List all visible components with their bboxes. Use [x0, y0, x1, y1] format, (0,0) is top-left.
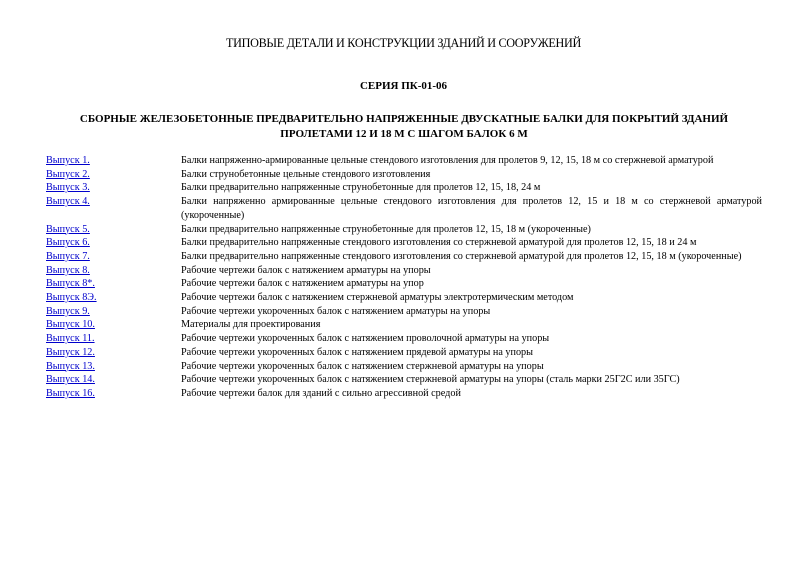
list-item — [46, 373, 762, 387]
issue-link-11[interactable]: Выпуск 11. — [46, 333, 95, 345]
issue-link-16[interactable]: Выпуск 16. — [46, 387, 95, 399]
issue-description: Рабочие чертежи укороченных балок с натяжением стержневой арматуры на упоры — [181, 360, 544, 372]
list-item — [46, 305, 762, 319]
list-item — [46, 236, 762, 250]
issue-description: Материалы для проектирования — [181, 319, 321, 331]
issue-description: Балки предварительно напряженные стендового изготовления со стержневой арматурой для пролетов 12, 15, 18 и 24 м — [181, 237, 697, 249]
issue-link-12[interactable]: Выпуск 12. — [46, 346, 95, 358]
issue-description: Рабочие чертежи укороченных балок с натяжением прядевой арматуры на упоры — [181, 346, 533, 358]
issue-description: Рабочие чертежи балок с натяжением арматуры на упоры — [181, 264, 431, 276]
issue-link-1[interactable]: Выпуск 1. — [46, 155, 90, 166]
document-title: СБОРНЫЕ ЖЕЛЕЗОБЕТОННЫЕ ПРЕДВАРИТЕЛЬНО НАПРЯЖЕННЫЕ ДВУСКАТНЫЕ БАЛКИ ДЛЯ ПОКРЫТИЙ ЗДАНИЙ ПРОЛЕТАМИ 12 И 18 М С ШАГОМ БАЛОК 6 М — [79, 113, 729, 140]
issue-description: Балки напряженно-армированные цельные стендового изготовления для пролетов 9, 12, 15, 18 м со стержневой арматурой — [181, 155, 714, 166]
issue-description: Балки струнобетонные цельные стендового изготовления — [181, 168, 431, 180]
series-title: СЕРИЯ ПК-01-06 — [359, 80, 448, 92]
issue-description: Рабочие чертежи укороченных балок с натяжением стержневой арматуры на упоры (сталь марки 25Г2С или 35ГС) — [181, 374, 680, 386]
issue-link-2[interactable]: Выпуск 2. — [46, 168, 90, 180]
issue-link-8-star[interactable]: Выпуск 8*. — [46, 278, 95, 290]
list-item — [46, 318, 762, 332]
issue-description: Балки напряженно армированные цельные стендового изготовления для пролетов 12, 15 и 18 м со стержневой арматурой (укороченные) — [181, 196, 762, 221]
issue-link-7[interactable]: Выпуск 7. — [46, 250, 90, 262]
list-item — [46, 264, 762, 278]
list-item — [46, 168, 762, 182]
list-item — [46, 346, 762, 360]
issue-link-13[interactable]: Выпуск 13. — [46, 360, 95, 372]
list-item — [46, 223, 762, 237]
issue-description: Рабочие чертежи балок с натяжением арматуры на упор — [181, 278, 424, 290]
issue-link-10[interactable]: Выпуск 10. — [46, 319, 95, 331]
issue-link-8[interactable]: Выпуск 8. — [46, 264, 90, 276]
list-item — [46, 277, 762, 291]
issue-link-5[interactable]: Выпуск 5. — [46, 223, 90, 235]
list-item — [46, 332, 762, 346]
list-item — [46, 250, 762, 264]
issue-description: Балки предварительно напряженные струнобетонные для пролетов 12, 15, 18, 24 м — [181, 182, 541, 194]
issue-description: Рабочие чертежи укороченных балок с натяжением проволочной арматуры на упоры — [181, 333, 550, 345]
issue-link-6[interactable]: Выпуск 6. — [46, 237, 90, 249]
list-item — [46, 387, 762, 401]
issue-description: Балки предварительно напряженные струнобетонные для пролетов 12, 15, 18 м (укороченные) — [181, 223, 591, 235]
header-title: ТИПОВЫЕ ДЕТАЛИ И КОНСТРУКЦИИ ЗДАНИЙ И СООРУЖЕНИЙ — [225, 36, 582, 50]
list-item — [46, 360, 762, 374]
issue-link-3[interactable]: Выпуск 3. — [46, 182, 90, 194]
issue-link-4[interactable]: Выпуск 4. — [46, 196, 90, 208]
issue-link-9[interactable]: Выпуск 9. — [46, 305, 90, 317]
issue-description: Рабочие чертежи балок с натяжением стержневой арматуры электротермическим методом — [181, 292, 574, 304]
list-item — [46, 195, 762, 222]
issue-description: Рабочие чертежи укороченных балок с натяжением арматуры на упоры — [181, 305, 491, 317]
issue-description: Рабочие чертежи балок для зданий с сильно агрессивной средой — [181, 387, 461, 399]
issue-link-14[interactable]: Выпуск 14. — [46, 374, 95, 386]
list-item — [46, 154, 762, 168]
issue-link-8e[interactable]: Выпуск 8Э. — [46, 292, 97, 304]
list-item — [46, 291, 762, 305]
list-item — [46, 181, 762, 195]
issue-description: Балки предварительно напряженные стендового изготовления со стержневой арматурой для пролетов 12, 15, 18 м (укороченные) — [181, 250, 742, 262]
issue-list — [46, 154, 762, 401]
